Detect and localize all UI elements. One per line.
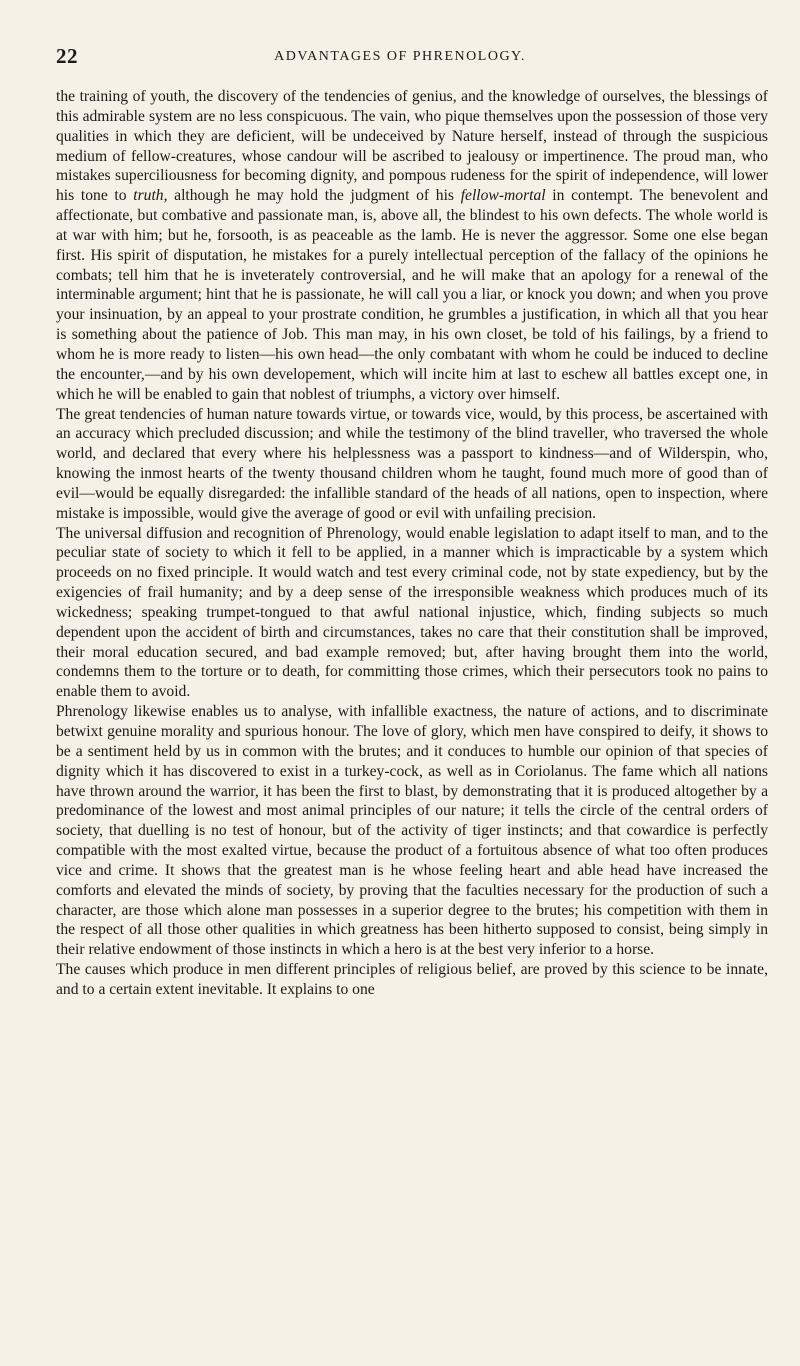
text-run: Phrenology likewise enables us to analyse, with infallible exactness, the nature of actions, and to discriminate betwixt genuine morality and spurious honour. The love of glory, which men have conspired to deify, it shows to be a sentiment held by us in common with the brutes; and it conduces to humble our opinion of that species of dignity which it has discovered to exist in a turkey-cock, as well as in Coriolanus. The fame which all nations have thrown around the warrior, it has been the first to blast, by demonstrating that it is produced altogether by a predominance of the lowest and most animal principles of our nature; it tells the circle of the central orders of society, that duelling is no test of honour, but of the activity of tiger instincts; and that cowardice is perfectly compatible with the most exalted virtue, because the product of a fortuitous absence of what too often produces vice and crime. It shows that the greatest man is he whose feeling heart and able head have increased the comforts and elevated the minds of society, by proving that the faculties necessary for the production of such a character, are those which alone man possesses in a superior degree to the brutes; his competition with them in the respect of all those other qualities in which greatness has been hitherto supposed to consist, being simply in their relative endowment of those instincts in which a hero is at the best very inferior to a horse. — [56, 703, 768, 959]
text-run: although he may hold the judgment of his — [167, 187, 461, 205]
page-number: 22 — [56, 44, 78, 68]
paragraph-4 — [56, 702, 768, 960]
text-run: The great tendencies of human nature towards virtue, or towards vice, would, by this process, be ascertained with an accuracy which precluded discussion; and while the testimony of the blind traveller, who traversed the whole world, and declared that every where his helplessness was a passport to kindness—and of Wilderspin, who, knowing the inmost hearts of the twenty thousand children whom he taught, found much more of good than of evil—would be equally disregarded: the infallible standard of the heads of all nations, open to inspection, where mistake is impossible, would give the average of good or evil with unfailing precision. — [56, 405, 768, 522]
text-run: the training of youth, the discovery of the tendencies of genius, and the knowledge of ourselves, the blessings of this admirable system are no less conspicuous. The vain, who pique themselves upon the possession of those very qualities in which they are deficient, will be undeceived by Nature herself, instead of through the suspicious medium of fellow-creatures, whose candour will be ascribed to jealousy or impertinence. The proud man, who mistakes superciliousness for becoming dignity, and pompous rudeness for the spirit of independence, will lower his tone to — [56, 88, 768, 205]
text-run: The universal diffusion and recognition of Phrenology, would enable legislation to adapt itself to man, and to the peculiar state of society to which it fell to be applied, in a manner which is impracticable by a system which proceeds on no fixed principle. It would watch and test every criminal code, not by state expediency, but by the exigencies of frail humanity; and by a deep sense of the irresponsible weakness which produces much of its wickedness; speaking trumpet-tongued to that awful national injustice, which, finding subjects so much dependent upon the accident of birth and circumstances, takes no care that their constitution shall be improved, their moral education secured, and bad example removed; but, after having brought them into the world, condemns them to the torture or to death, for committing those crimes, which their persecutors took no pains to enable them to avoid. — [56, 524, 768, 701]
paragraph-5 — [56, 960, 768, 1000]
running-head: ADVANTAGES OF PHRENOLOGY. — [274, 49, 526, 64]
italic-truth: truth, — [133, 187, 168, 205]
text-run: in contempt. The benevolent and affectionate, but combative and passionate man, is, above all, the blindest to his own defects. The whole world is at war with him; but he, forsooth, is as peaceable as the lamb. He is never the aggressor. Some one else began first. His spirit of disputation, he mistakes for a purely intellectual perception of the fallacy of the opinions he combats; tell him that he is inveterately controversial, and he will make that an apology for a renewal of the interminable argument; hint that he is passionate, he will call you a liar, or knock you down; and when you prove your insinuation, by an appeal to your prostrate condition, he grumbles a justification, in which all that you hear is something about the patience of Job. This man may, in his own closet, be told of his failings, by a friend to whom he is more ready to listen—his own head—the only combatant with whom he could be induced to decline the encounter,—and by his own developement, which will incite him at last to eschew all battles except one, in which he will be enabled to gain that noblest of triumphs, a victory over himself. — [56, 187, 769, 403]
text-run: The causes which produce in men different principles of religious belief, are proved by this science to be innate, and to a certain extent inevitable. It explains to one — [56, 961, 768, 998]
paragraph-3 — [56, 524, 768, 703]
paragraph-1 — [56, 87, 768, 405]
body-text — [56, 87, 768, 1000]
paragraph-2 — [56, 405, 768, 524]
italic-fellow-mortal: fellow-mortal — [460, 187, 546, 205]
